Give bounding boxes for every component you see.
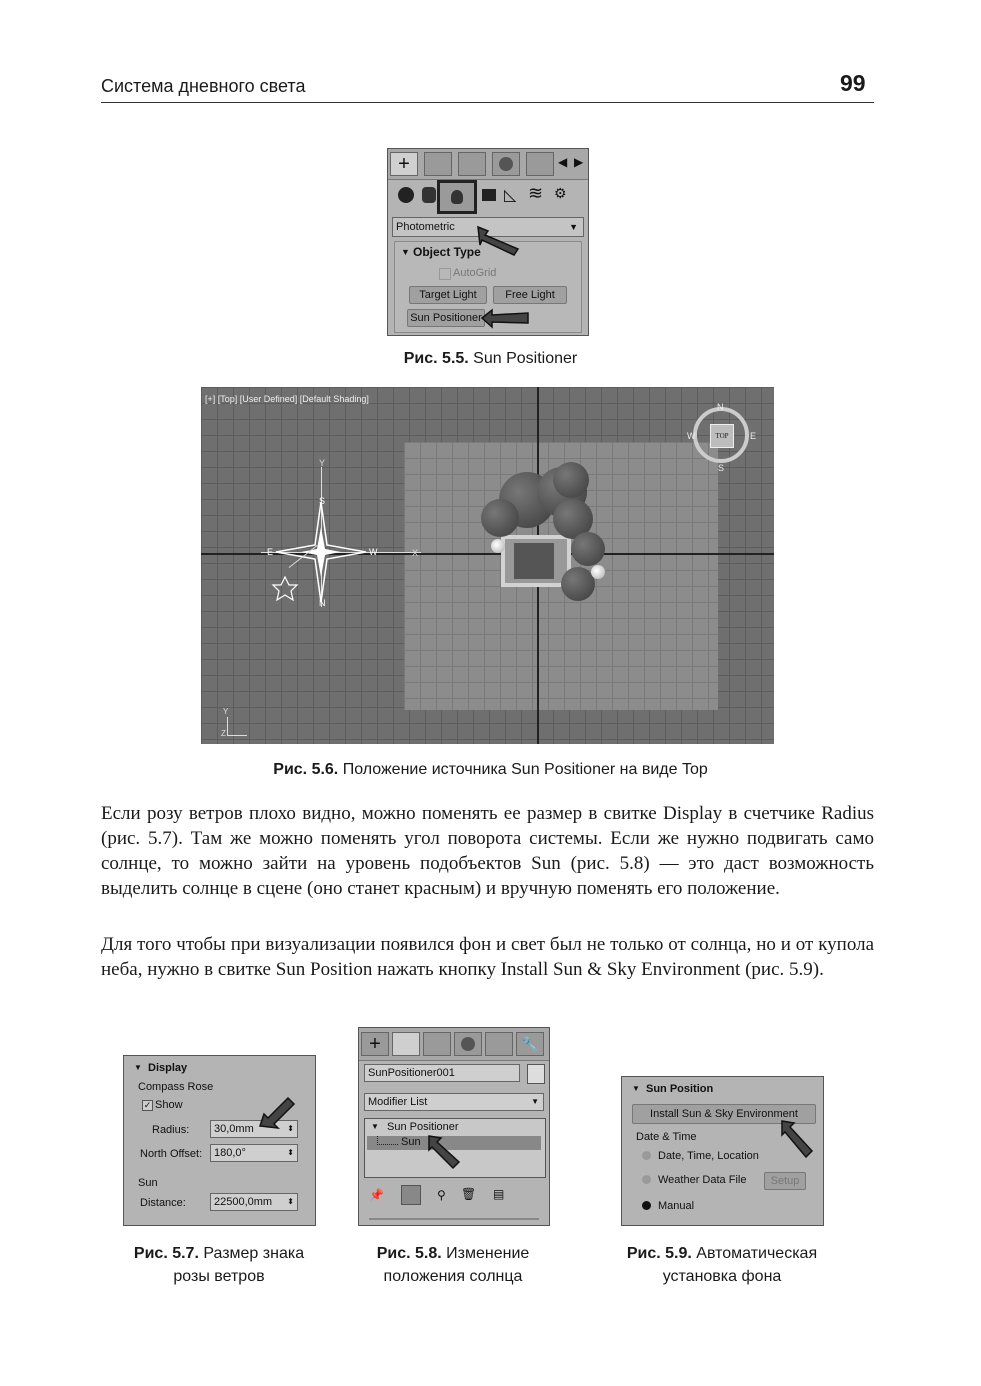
modify-tab[interactable] (392, 1032, 420, 1056)
dropdown-value: Photometric (396, 221, 455, 233)
arrow-pointer-icon (778, 1117, 818, 1161)
spinner-arrows-icon: ⬍ (287, 1148, 294, 1157)
gizmo-z-label: Z (221, 729, 226, 738)
display-tab[interactable] (485, 1032, 513, 1056)
axis-y-label: Y (319, 458, 326, 468)
command-panel-tabs (359, 1028, 549, 1061)
manual-label: Manual (658, 1200, 695, 1212)
motion-tab[interactable] (492, 152, 520, 176)
body-paragraph: Для того чтобы при визуализации появился фон и свет был не только от солнца, но и от купола неба, нужно в свитке Sun Position нажать кнопку Install Sun & Sky Environment (рис. 5.9). (101, 934, 874, 980)
caption-number: Рис. 5.8. (376, 1245, 442, 1262)
caption-number: Рис. 5.6. (273, 761, 339, 778)
scroll-left-arrow[interactable]: ◀ (558, 155, 568, 169)
panel-resize-handle[interactable] (369, 1218, 539, 1220)
distance-value: 22500,0mm (214, 1196, 273, 1208)
north-offset-value: 180,0° (214, 1147, 246, 1159)
weather-data-file-label: Weather Data File (658, 1174, 747, 1186)
utilities-tab[interactable]: 🔧 (516, 1032, 544, 1056)
rose-s-label: S (319, 496, 326, 506)
caption-text: розы ветров (173, 1268, 265, 1285)
caption-text: положения солнца (383, 1268, 523, 1285)
axis-gizmo-v (227, 717, 228, 735)
caption-number: Рис. 5.9. (626, 1245, 692, 1262)
caption-text: Положение источника Sun Positioner на виде Top (338, 761, 708, 778)
distance-spinner[interactable] (210, 1193, 298, 1211)
tree[interactable] (561, 567, 595, 601)
sun-position-rollout-screenshot (621, 1076, 824, 1226)
tree-branch-line (377, 1136, 398, 1145)
north-offset-label: North Offset: (140, 1148, 203, 1160)
autogrid-label: AutoGrid (453, 267, 497, 279)
compass-n-label: N (717, 402, 724, 412)
tree[interactable] (553, 462, 589, 498)
arrow-pointer-icon (425, 1132, 463, 1170)
tree-small[interactable] (591, 565, 605, 579)
hierarchy-tab[interactable] (423, 1032, 451, 1056)
spacewarps-icon[interactable]: ≋ (528, 183, 544, 203)
radius-label: Radius: (152, 1124, 190, 1136)
weather-data-file-radio[interactable] (642, 1175, 651, 1184)
body-paragraph: Если розу ветров плохо видно, можно поменять ее размер в свитке Display в счетчике Radius (рис. 5.7). Там же можно поменять угол поворота системы. Если же нужно подвигать само солнце, то можно зайти на уровень подобъектов Sun (рис. 5.8) — это даст возможность выделить солнце в сцене (оно станет красным) и вручную поменять его положение. (101, 803, 874, 899)
install-sun-sky-button[interactable]: Install Sun & Sky Environment (632, 1104, 816, 1124)
manual-radio[interactable] (642, 1201, 651, 1210)
geometry-icon[interactable] (398, 187, 414, 203)
sun-group-label: Sun (138, 1177, 158, 1189)
rose-w-label: W (369, 547, 378, 557)
tree[interactable] (571, 532, 605, 566)
command-panel-tabs (388, 149, 588, 180)
display-rollout-screenshot (123, 1055, 316, 1226)
figure-caption (343, 1242, 563, 1288)
building-roof[interactable] (514, 543, 554, 579)
figure-caption (606, 1242, 838, 1288)
chevron-down-icon: ▼ (569, 222, 578, 232)
create-tab[interactable]: + (390, 152, 418, 176)
free-light-button[interactable]: Free Light (493, 286, 567, 304)
modifier-list-dropdown[interactable] (364, 1093, 544, 1111)
figure-caption (150, 761, 831, 779)
rollout-title: Object Type (413, 245, 481, 259)
show-label: Show (155, 1099, 183, 1111)
caption-text: Автоматическая (691, 1245, 818, 1262)
remove-modifier-icon[interactable]: 🗑 (461, 1187, 477, 1201)
configure-sets-icon[interactable]: ▤ (493, 1187, 505, 1201)
distance-label: Distance: (140, 1197, 186, 1209)
header-rule (101, 102, 874, 103)
spinner-arrows-icon: ⬍ (287, 1124, 294, 1133)
caption-number: Рис. 5.7. (133, 1245, 199, 1262)
rollout-toggle[interactable]: ▼ (632, 1084, 640, 1093)
figure-caption (108, 1242, 330, 1288)
light-bulb-icon (451, 190, 463, 204)
tree[interactable] (481, 499, 519, 537)
sun-object-icon[interactable] (271, 575, 299, 603)
rose-e-label: E (267, 547, 274, 557)
camera-icon[interactable] (482, 189, 496, 201)
date-time-group-label: Date & Time (636, 1131, 697, 1143)
setup-button[interactable]: Setup (764, 1172, 806, 1190)
date-time-location-label: Date, Time, Location (658, 1150, 759, 1162)
axis-gizmo-h (227, 735, 247, 736)
caption-text: установка фона (662, 1268, 782, 1285)
compass-rose-group-label: Compass Rose (138, 1081, 214, 1093)
rose-n-label: N (319, 598, 326, 608)
motion-tab[interactable] (454, 1032, 482, 1056)
spinner-arrows-icon: ⬍ (287, 1197, 294, 1206)
viewport-label[interactable]: [+] [Top] [User Defined] [Default Shading] (205, 394, 369, 404)
date-time-location-radio[interactable] (642, 1151, 651, 1160)
running-header: Система дневного света (101, 76, 306, 96)
radius-value: 30,0mm (214, 1123, 254, 1135)
scroll-right-arrow[interactable]: ▶ (574, 155, 584, 169)
display-tab[interactable] (526, 152, 554, 176)
gizmo-y-label: Y (223, 707, 229, 716)
hierarchy-tab[interactable] (458, 152, 486, 176)
compass-w-label: W (687, 431, 696, 441)
modify-panel-screenshot (358, 1027, 550, 1226)
arrow-pointer-icon (480, 307, 532, 329)
caption-number: Рис. 5.5. (403, 350, 469, 367)
page-number: 99 (840, 70, 866, 96)
top-viewport-screenshot (201, 387, 774, 744)
chevron-down-icon: ▼ (531, 1097, 539, 1106)
expand-toggle[interactable]: ▼ (371, 1122, 379, 1131)
caption-text: Размер знака (198, 1245, 305, 1262)
rollout-title: Sun Position (646, 1083, 714, 1095)
axis-x-label: X (412, 548, 419, 558)
rollout-toggle[interactable]: ▼ (401, 247, 410, 257)
figure-caption (300, 350, 681, 368)
north-offset-spinner[interactable] (210, 1144, 298, 1162)
arrow-pointer-icon (256, 1094, 296, 1130)
caption-text: Изменение (441, 1245, 530, 1262)
tree-small[interactable] (491, 539, 505, 553)
create-panel-screenshot (387, 148, 589, 336)
autogrid-checkbox[interactable] (439, 268, 451, 280)
object-color-swatch[interactable] (527, 1064, 545, 1084)
caption-text: Sun Positioner (468, 350, 578, 367)
shapes-icon[interactable] (422, 187, 436, 203)
target-light-button[interactable]: Target Light (409, 286, 487, 304)
compass-e-label: E (750, 431, 757, 441)
modify-tab[interactable] (424, 152, 452, 176)
sun-positioner-button[interactable]: Sun Positioner (407, 309, 485, 327)
helpers-icon[interactable]: ◺ (504, 187, 517, 204)
lights-button[interactable] (437, 180, 477, 214)
arrow-pointer-icon (474, 223, 524, 257)
show-checkbox[interactable]: ✓ (143, 1100, 152, 1110)
sun-subitem-label: Sun (401, 1136, 421, 1148)
rollout-title: Display (148, 1062, 188, 1074)
show-end-result-icon[interactable] (401, 1185, 421, 1205)
create-tab[interactable]: + (361, 1032, 389, 1056)
modifier-list-value: Modifier List (368, 1096, 428, 1108)
stack-item-sun-positioner[interactable]: Sun Positioner (387, 1121, 459, 1133)
systems-icon[interactable]: ⚙ (554, 185, 567, 201)
pin-stack-icon[interactable]: 📌 (369, 1188, 384, 1202)
make-unique-icon[interactable]: ⚲ (437, 1188, 446, 1202)
compass-s-label: S (718, 463, 725, 473)
rollout-toggle[interactable]: ▼ (134, 1063, 142, 1072)
viewcube[interactable]: TOP (710, 424, 734, 448)
object-name-field[interactable]: SunPositioner001 (364, 1064, 520, 1082)
